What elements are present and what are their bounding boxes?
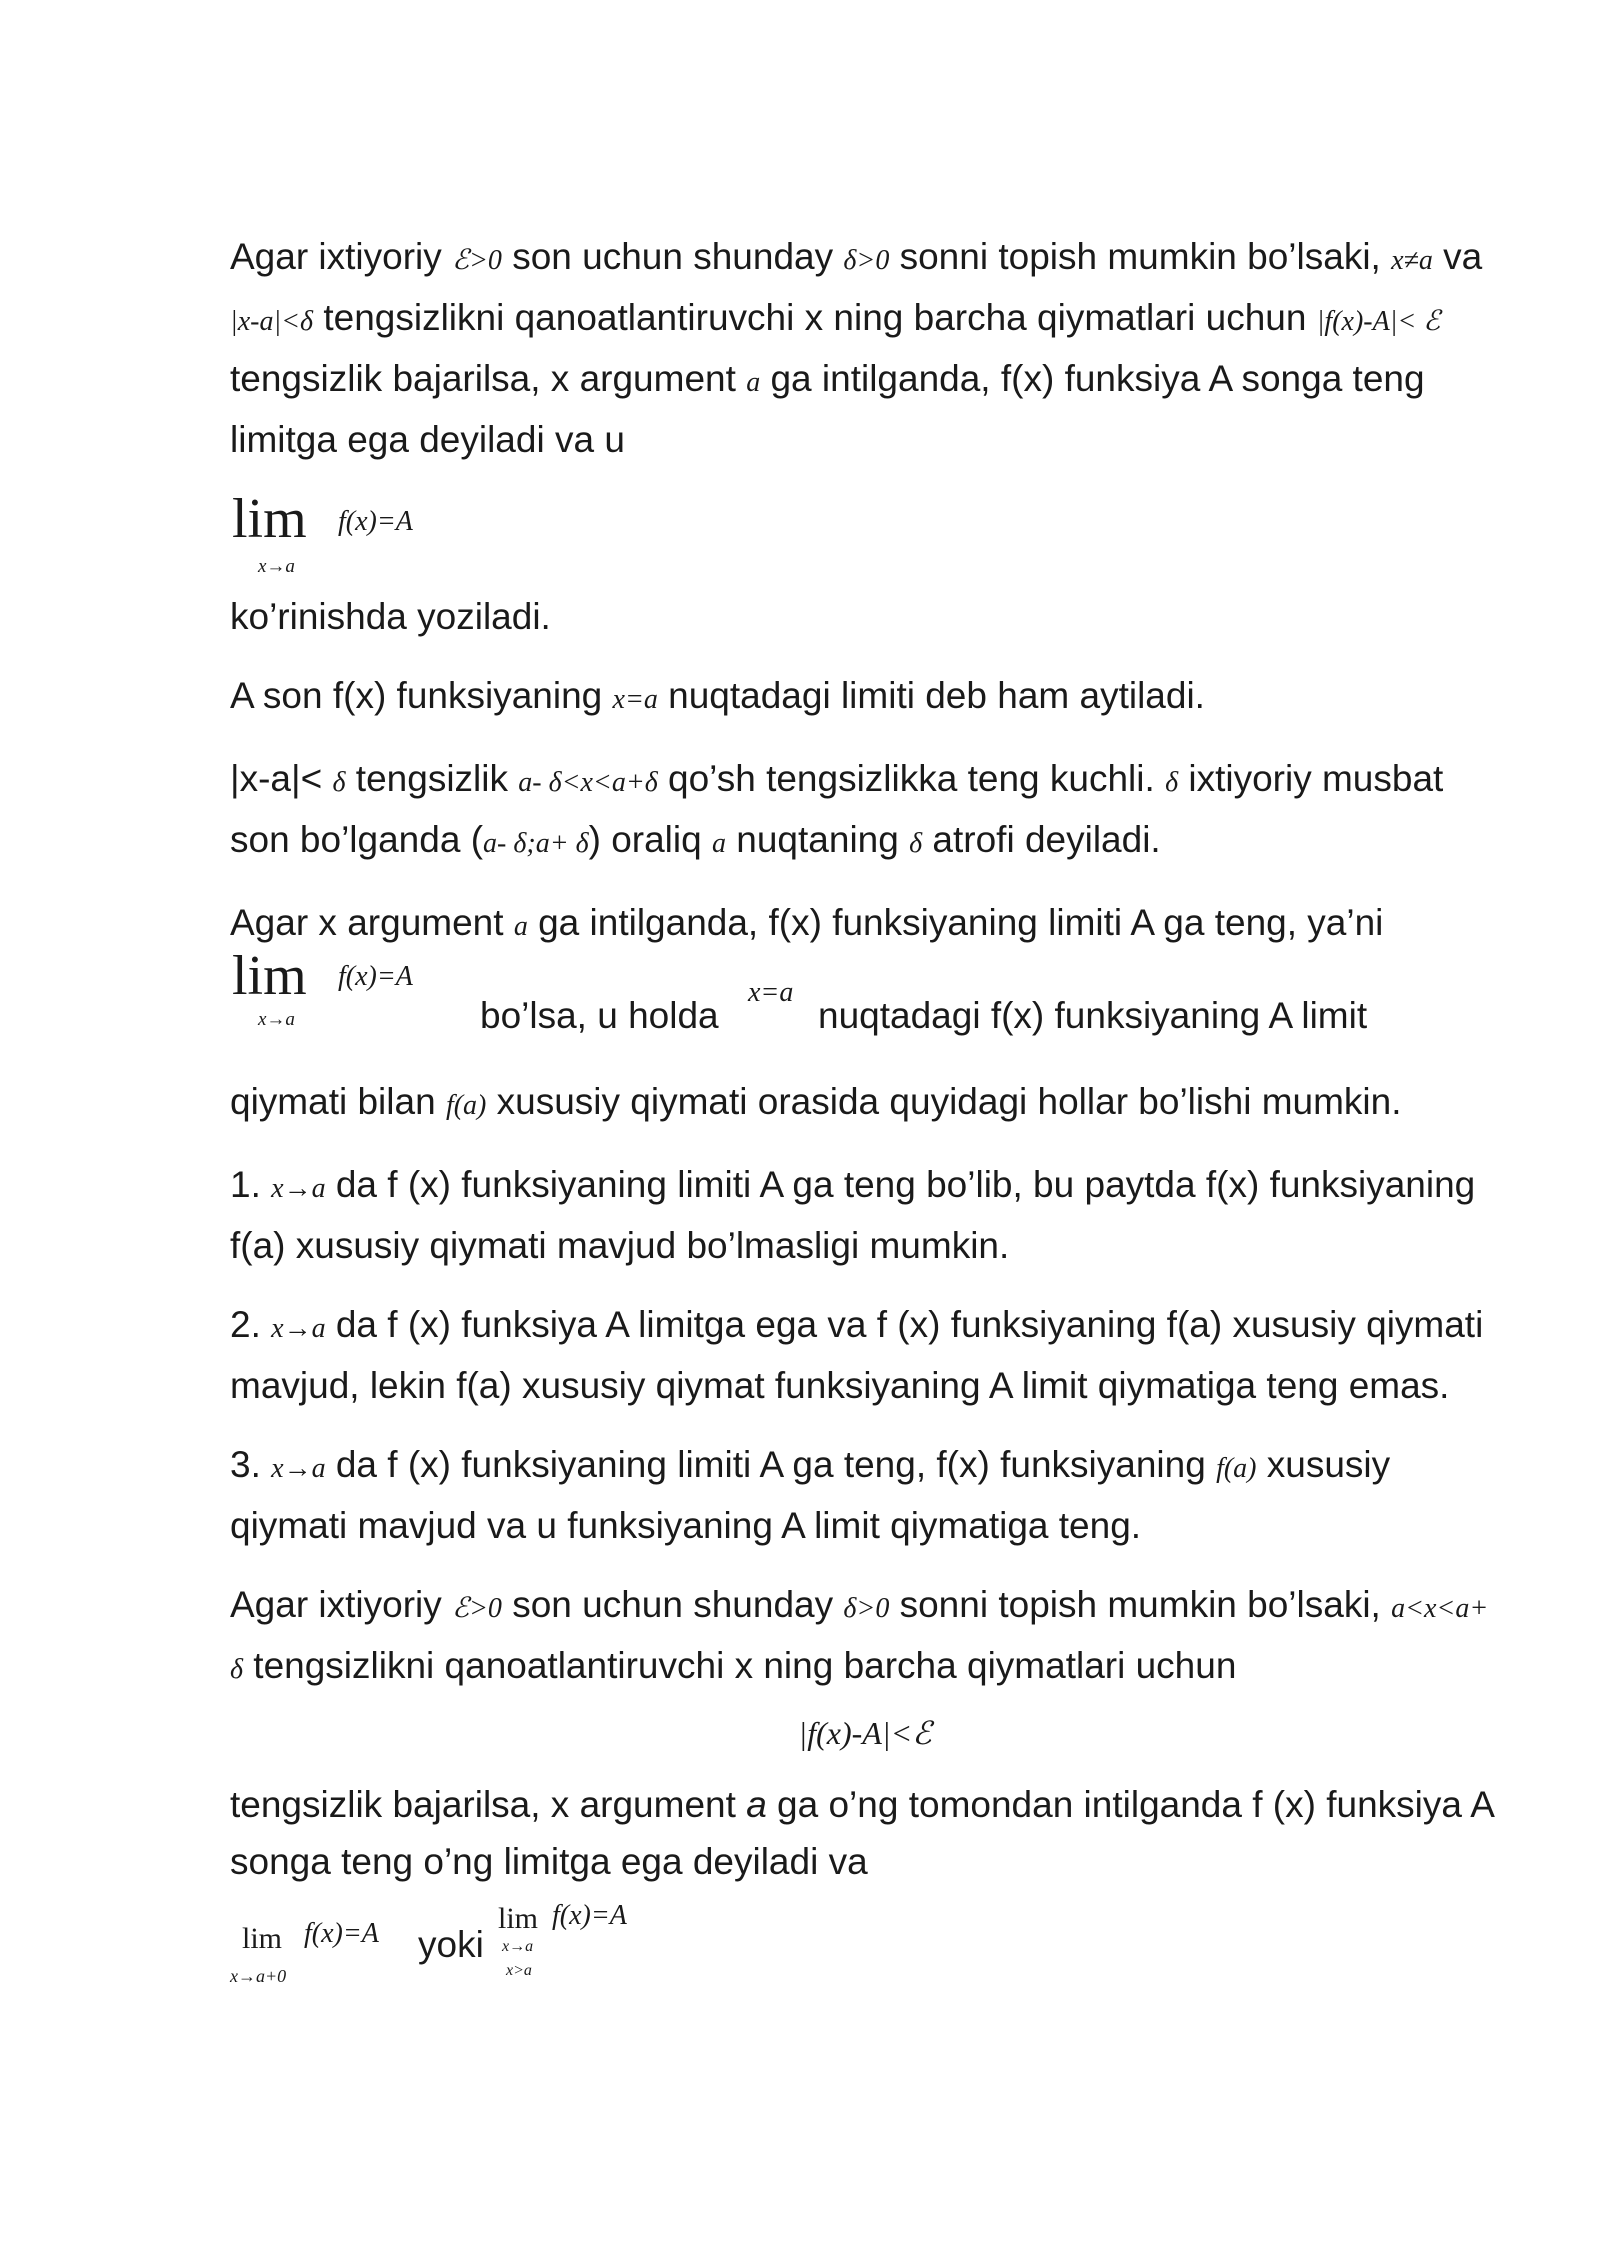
text-run: qiymati bilan bbox=[230, 1081, 446, 1122]
lim-expression: f(x)=A bbox=[338, 961, 413, 992]
text-run: son uchun shunday bbox=[501, 1584, 844, 1625]
math-f-of-a: f(a) bbox=[1216, 1453, 1257, 1484]
paragraph-limit-cases-intro bbox=[230, 894, 1500, 955]
lim-subscript: x→a+0 bbox=[230, 1966, 287, 1986]
list-number: 1. bbox=[230, 1164, 272, 1205]
math-a: a bbox=[746, 367, 761, 398]
lim-subscript: x→a bbox=[258, 556, 295, 577]
math-delta: δ bbox=[909, 828, 923, 859]
lim-subscript: x→a bbox=[258, 1009, 295, 1030]
text-run: Agar x argument bbox=[230, 902, 514, 943]
math-delta-positive: δ>0 bbox=[843, 1593, 890, 1624]
text-run: da f (x) funksiyaning limiti A ga teng bo’lib, bu paytda f(x) funksiyaning f(a) xususiy qiymati mavjud bo’lmasligi mumkin. bbox=[230, 1164, 1476, 1266]
text-run: xususiy qiymati orasida quyidagi hollar bo’lishi mumkin. bbox=[486, 1081, 1402, 1122]
text-run: Agar ixtiyoriy bbox=[230, 236, 453, 277]
text-run: da f (x) funksiya A limitga ega va f (x) funksiyaning f(a) xususiy qiymati mavjud, lekin f(a) xususiy qiymat funksiyaning A limit qiymatiga teng emas. bbox=[230, 1304, 1484, 1406]
text-run: A son f(x) funksiyaning bbox=[230, 675, 613, 716]
math-f-of-a: f(a) bbox=[445, 1090, 487, 1121]
math-abs-f-minus-a: |f(x)-A|< ℰ bbox=[1316, 306, 1441, 337]
math-abs-x-minus-a: |x-a|<δ bbox=[230, 306, 314, 337]
text-run: da f (x) funksiyaning limiti A ga teng, f(x) funksiyaning bbox=[325, 1444, 1217, 1485]
math-x-to-a: x→a bbox=[271, 1453, 326, 1484]
math-epsilon-positive: ℰ>0 bbox=[452, 245, 502, 276]
math-delta: δ bbox=[1165, 767, 1179, 798]
text-run: tengsizlikni qanoatlantiruvchi x ning barcha qiymatlari uchun bbox=[243, 1645, 1237, 1686]
text-run: tengsizlik bajarilsa, x argument bbox=[230, 1784, 747, 1825]
or-word: yoki bbox=[418, 1924, 484, 1965]
text-run: nuqtaning bbox=[726, 819, 910, 860]
text-run: ) oraliq bbox=[588, 819, 712, 860]
text-run: son uchun shunday bbox=[501, 236, 844, 277]
lim-expression: f(x)=A bbox=[552, 1900, 627, 1931]
math-epsilon-positive: ℰ>0 bbox=[452, 1593, 502, 1624]
math-x-not-equal-a: x≠a bbox=[1391, 245, 1433, 276]
lim-subscript: x→a bbox=[502, 1938, 534, 1955]
text-run: |x-a|< bbox=[230, 758, 333, 799]
math-a: a bbox=[513, 911, 528, 942]
text-run: xususiy qiymati mavjud va u funksiyaning A limit qiymatiga teng. bbox=[230, 1444, 1391, 1546]
math-x-to-a: x→a bbox=[271, 1173, 326, 1204]
text-run: ixtiyoriy musbat son bo’lganda ( bbox=[230, 758, 1444, 860]
text-run: sonni topish mumkin bo’lsaki, bbox=[889, 1584, 1392, 1625]
document-body bbox=[230, 228, 1500, 2012]
paragraph-limit-cases-cont bbox=[230, 1073, 1500, 1134]
text-run: tengsizlik bbox=[345, 758, 519, 799]
text-run: sonni topish mumkin bo’lsaki, bbox=[889, 236, 1392, 277]
math-x-to-a: x→a bbox=[271, 1313, 326, 1344]
limit-formula-2-line bbox=[230, 945, 1500, 1073]
paragraph-right-limit-definition bbox=[230, 1576, 1500, 1698]
math-x-equals-a: x=a bbox=[612, 684, 658, 715]
lim-word: lim bbox=[242, 1922, 283, 1955]
list-item-case-1 bbox=[230, 1156, 1500, 1274]
paragraph-limit-definition bbox=[230, 228, 1500, 468]
lim-expression: f(x)=A bbox=[304, 1918, 379, 1949]
paragraph-right-limit-conclusion bbox=[230, 1776, 1500, 1890]
text-run: atrofi deyiladi. bbox=[922, 819, 1161, 860]
lim-subscript-condition: x>a bbox=[506, 1962, 532, 1979]
lim-word: lim bbox=[232, 945, 307, 1007]
paragraph-notation: ko’rinishda yoziladi. bbox=[230, 596, 551, 637]
text-run: tengsizlik bajarilsa, x argument bbox=[230, 358, 747, 399]
list-item-case-2 bbox=[230, 1296, 1500, 1414]
paragraph-neighborhood bbox=[230, 750, 1500, 872]
text-run: bo’lsa, u holda bbox=[480, 995, 719, 1036]
text-run: qo’sh tengsizlikka teng kuchli. bbox=[657, 758, 1166, 799]
math-a: a bbox=[712, 828, 726, 859]
math-x-equals-a: x=a bbox=[748, 977, 794, 1008]
lim-word: lim bbox=[232, 488, 307, 550]
text-run: tengsizlikni qanoatlantiruvchi x ning barcha qiymatlari uchun bbox=[313, 297, 1317, 338]
centered-inequality bbox=[230, 1706, 1500, 1760]
list-number: 3. bbox=[230, 1444, 272, 1485]
math-right-interval: a<x<a+ δ bbox=[230, 1593, 1489, 1685]
text-run: va bbox=[1432, 236, 1483, 277]
lim-expression: f(x)=A bbox=[338, 506, 413, 537]
text-run: ga intilganda, f(x) funksiyaning limiti A ga teng, ya’ni bbox=[527, 902, 1384, 943]
text-run: Agar ixtiyoriy bbox=[230, 1584, 453, 1625]
lim-word: lim bbox=[498, 1902, 539, 1935]
list-number: 2. bbox=[230, 1304, 272, 1345]
math-delta-positive: δ>0 bbox=[843, 245, 890, 276]
text-run: nuqtadagi limiti deb ham aytiladi. bbox=[657, 675, 1205, 716]
text-run: ga intilganda, f(x) funksiya A songa teng limitga ega deyiladi va u bbox=[230, 358, 1425, 460]
math-a: a bbox=[746, 1784, 767, 1825]
list-item-case-3 bbox=[230, 1436, 1500, 1554]
right-limit-notation bbox=[230, 1900, 1500, 2012]
limit-formula-1 bbox=[230, 490, 1500, 582]
text-run: ga o’ng tomondan intilganda f (x) funksiya A songa teng o’ng limitga ega deyiladi va bbox=[230, 1784, 1493, 1882]
math-double-inequality: a- δ<x<a+δ bbox=[518, 767, 658, 798]
paragraph-limit-at-point bbox=[230, 667, 1500, 728]
math-delta: δ bbox=[332, 767, 346, 798]
math-abs-f-minus-a: |f(x)-A|<ℰ bbox=[798, 1715, 932, 1751]
math-interval: a- δ;a+ δ bbox=[483, 828, 589, 859]
text-run: nuqtadagi f(x) funksiyaning A limit bbox=[818, 995, 1368, 1036]
